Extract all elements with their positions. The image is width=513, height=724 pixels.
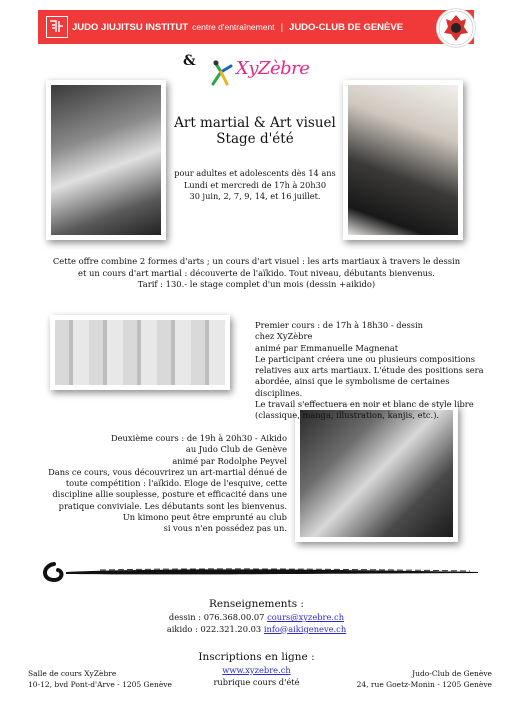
- course2-line: pratique conviviale. Les débutants sont les bienvenus.: [58, 500, 287, 511]
- center-label: centre d'entraînement: [192, 22, 275, 32]
- title-line-1: Art martial & Art visuel: [174, 115, 336, 131]
- dessin-phone: dessin : 076.368.00.07: [168, 612, 265, 622]
- aikido-motion-photo: [46, 80, 166, 240]
- first-course-description: [255, 320, 495, 422]
- intro-paragraph: [20, 256, 493, 291]
- address-right-name: Judo-Club de Genève: [412, 669, 492, 678]
- course1-line: abordée, ainsi que le symbolisme de certaines disciplines.: [255, 376, 450, 398]
- course1-line: chez XyZèbre: [255, 331, 313, 342]
- address-right: [330, 669, 492, 690]
- aikido-contact: [0, 624, 513, 636]
- course2-line: discipline allie souplesse, posture et efficacité dans une: [52, 489, 287, 500]
- divider: |: [280, 21, 284, 33]
- aikido-practice-photo: [295, 405, 458, 542]
- info-heading: Renseignements :: [209, 598, 304, 610]
- course2-line: toute compétition : l'aïkido. Eloge de l'esquive, cette: [65, 478, 287, 489]
- rubrique-text: rubrique cours d'été: [213, 676, 300, 687]
- hakama-painting-photo: [343, 80, 463, 240]
- header-text: [72, 10, 403, 44]
- second-course-description: [40, 433, 287, 535]
- address-right-street: 24, rue Goetz-Monin - 1205 Genève: [356, 679, 492, 689]
- course2-line: Deuxième cours : de 19h à 20h30 - Aikido: [111, 433, 287, 443]
- course2-line: Dans ce cours, vous découvrirez un art-martial dénué de: [48, 466, 287, 477]
- club-name: JUDO-CLUB DE GENÈVE: [289, 21, 404, 33]
- club-crest-icon: [436, 8, 476, 48]
- days-text: Lundi et mercredi de 17h à 20h30: [183, 179, 327, 190]
- brush-stroke-divider: [40, 560, 480, 588]
- dessin-email-link[interactable]: cours@xyzebre.ch: [267, 612, 345, 622]
- website-link[interactable]: www.xyzebre.ch: [222, 665, 291, 675]
- institute-name: JUDO JIUJITSU INSTITUT: [72, 21, 189, 33]
- page-title: [170, 115, 340, 147]
- course1-line: relatives aux arts martiaux. L'étude des positions sera: [255, 365, 484, 376]
- xyzebre-logo-text: XyZèbre: [236, 58, 310, 79]
- course2-line: animé par Rodolphe Peyvel: [172, 455, 287, 466]
- registration-heading: Inscriptions en ligne :: [198, 651, 315, 663]
- intro-line: et un cours d'art martial : découverte de l'aïkido. Tout niveau, débutants bienvenus.: [78, 267, 435, 278]
- course1-line: Le participant créera une ou plusieurs compositions: [255, 353, 475, 364]
- aikido-phone: aikido : 022.321.20.03: [166, 623, 262, 634]
- address-left-street: 10-12, bvd Pont-d'Arve - 1205 Genève: [28, 679, 172, 689]
- info-contacts: [0, 612, 513, 635]
- address-left-name: Salle de cours XyZèbre: [28, 669, 117, 678]
- institute-logo-icon: [46, 16, 68, 38]
- schedule-info: [170, 168, 340, 203]
- xyzebre-figure-icon: [207, 58, 237, 92]
- course2-line: Un kimono peut être emprunté au club: [122, 512, 287, 523]
- course1-line: (classique, manga, illustration, kanjis, etc.).: [255, 410, 440, 421]
- course2-line: au Judo Club de Genève: [185, 444, 287, 455]
- course1-line: Le travail s'effectuera en noir et blanc de style libre: [255, 399, 474, 410]
- course1-line: animé par Emmanuelle Magnenat: [255, 342, 399, 353]
- dates-text: 30 juin, 2, 7, 9, 14, et 16 juillet.: [189, 191, 321, 201]
- aikido-email-link[interactable]: info@aikigeneve.ch: [263, 623, 347, 634]
- ampersand: &: [183, 53, 196, 69]
- address-left: [28, 669, 178, 690]
- intro-line: Cette offre combine 2 formes d'arts ; un cours d'art visuel : les arts martiaux à travers le dessin: [52, 256, 461, 266]
- dessin-contact: [0, 612, 513, 624]
- price-line: Tarif : 130.- le stage complet d'un mois (dessin +aikido): [137, 279, 376, 289]
- course1-line: Premier cours : de 17h à 18h30 - dessin: [255, 320, 424, 330]
- course2-line: si vous n'en possédez pas un.: [163, 523, 287, 534]
- title-line-2: Stage d'été: [216, 131, 294, 147]
- audience-text: pour adultes et adolescents dès 14 ans: [174, 168, 336, 178]
- drawings-photo: [50, 315, 230, 390]
